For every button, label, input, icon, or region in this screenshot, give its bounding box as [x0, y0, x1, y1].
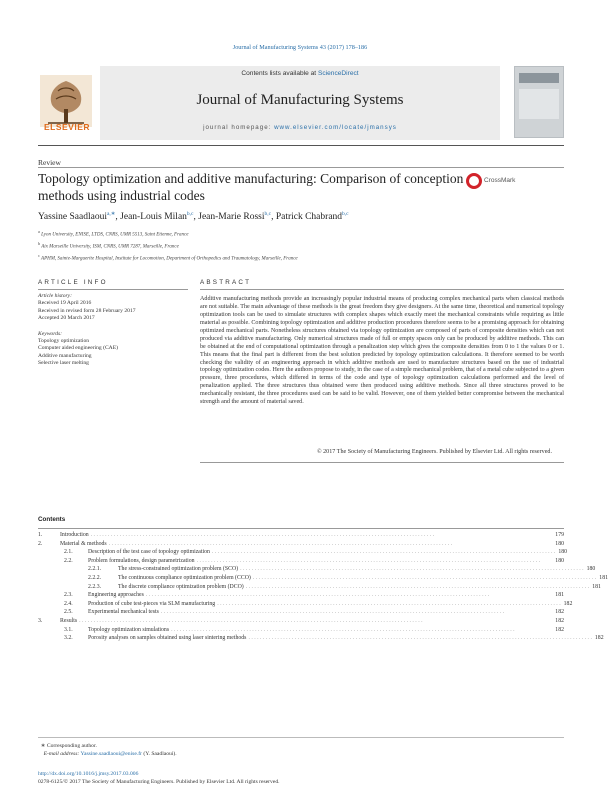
toc-page-number: 180: [586, 566, 596, 573]
toc-leader-dots: . . . . . . . . . . . . . . . . . . . . . . . . . . . . . . . . . . . . . . . . . . . . . . . . . . . . . . . . . . . . . . . . . . . . . . . . . . . . . . . . . . . . . . . . . . . . . . . . . . . . . . . . . . . . . . . . . . . . . . .: [145, 592, 490, 599]
toc-number: 2.2.: [64, 557, 73, 564]
toc-page-number: 180: [558, 549, 568, 556]
toc-leader-dots: . . . . . . . . . . . . . . . . . . . . . . . . . . . . . . . . . . . . . . . . . . . . . . . . . . . . . . . . . . . . . . . . . . . . . . . . . . . . . . . . . . . . . . . . . . . . . . . . . . . . . . . . . . . . . . . . . . . . . . .: [108, 540, 453, 547]
affiliation: [38, 252, 564, 264]
toc-number: 3.: [38, 617, 43, 624]
toc-leader-dots: . . . . . . . . . . . . . . . . . . . . . . . . . . . . . . . . . . . . . . . . . . . . . . . . . . . . . . . . . . . . . . . . . . . . . . . . . . . . . . . . . . . . . . . . . . . . . . . . . . . . . . . . . . . . . . . . . . . . . . .: [245, 583, 590, 590]
author-list: Yassine Saadlaoui$^{a,∗}$, Jean-Louis Milan$^{b,c}$, Jean-Marie Rossi$^{b,c}$, Patrick Chabrand$^{b,c}$: [38, 211, 349, 223]
toc-leader-dots: . . . . . . . . . . . . . . . . . . . . . . . . . . . . . . . . . . . . . . . . . . . . . . . . . . . . . . . . . . . . . . . . . . . . . . . . . . . . . . . . . . . . . . . . . . . . . . . . . . . . . . . . . . . . . . . . . . . . . . .: [171, 626, 515, 633]
toc-label: The discrete compliance optimization problem (DCO): [118, 583, 244, 590]
toc-number: 2.: [38, 540, 43, 547]
toc-label: Experimental mechanical tests: [88, 609, 159, 616]
journal-masthead: [38, 66, 564, 146]
author-affil-mark[interactable]: b,c: [264, 211, 272, 217]
corresponding-author-note: [38, 742, 564, 750]
toc-entry[interactable]: [38, 540, 564, 549]
keyword: Topology optimization: [38, 338, 90, 345]
footnote-mark: ∗: [40, 743, 46, 749]
article-history: [38, 293, 188, 323]
cover-band: [519, 73, 559, 83]
toc-entry[interactable]: [38, 548, 568, 557]
issn-line: 0278-6125/© 2017 The Society of Manufacturing Engineers. Published by Elsevier Ltd. All rights reserved.: [38, 779, 280, 785]
divider: [38, 289, 188, 290]
toc-leader-dots: . . . . . . . . . . . . . . . . . . . . . . . . . . . . . . . . . . . . . . . . . . . . . . . . . . . . . . . . . . . . . . . . . . . . . . . . . . . . . . . . . . . . . . . . . . . . . . . . . . . . . . . . . . . . . . . . . . . . . . .: [248, 635, 592, 642]
toc-number: 2.1.: [64, 549, 73, 556]
toc-entry[interactable]: [38, 634, 604, 643]
affiliation-text: APHM, Sainte-Marguerite Hospital, Institute for Locomotion, Department of Orthopedics and Traumatology, Marseille, France: [41, 256, 298, 262]
toc-number: 2.2.3.: [88, 583, 102, 590]
toc-page-number: 182: [594, 635, 604, 642]
article-type: Review: [38, 158, 61, 167]
toc-label: Porosity analyses on samples obtained using laser sintering methods: [88, 635, 247, 642]
author-affil-mark[interactable]: b,c: [342, 211, 349, 217]
divider: [200, 289, 564, 290]
toc-page-number: 182: [563, 600, 573, 607]
author-name: Patrick Chabrand: [275, 212, 343, 223]
email-suffix: (Y. Saadlaoui).: [143, 751, 177, 757]
homepage-prefix: journal homepage:: [203, 124, 275, 131]
toc-number: 2.3.: [64, 592, 73, 599]
toc-leader-dots: . . . . . . . . . . . . . . . . . . . . . . . . . . . . . . . . . . . . . . . . . . . . . . . . . . . . . . . . . . . . . . . . . . . . . . . . . . . . . . . . . . . . . . . . . . . . . . . . . . . . . . . . . . . . . . . . . . . . . . .: [160, 609, 505, 616]
toc-page-number: 182: [555, 609, 564, 616]
toc-number: 3.2.: [64, 635, 73, 642]
crossmark-label: CrossMark: [484, 177, 516, 184]
toc-entry[interactable]: [38, 565, 596, 574]
divider: [38, 737, 564, 738]
toc-label: Problem formulations, design parametrization: [88, 557, 195, 564]
toc-page-number: 180: [555, 557, 564, 564]
keywords-label: Keywords:: [38, 330, 63, 337]
toc-number: 2.4.: [64, 600, 73, 607]
toc-label: Topology optimization simulations: [88, 626, 170, 633]
history-label: Article history:: [38, 293, 73, 299]
toc-label: Description of the test case of topology optimization: [88, 549, 210, 556]
abstract-text: Additive manufacturing methods provide an increasingly popular industrial means of producing complex mechanical parts when classical methods are not suitable. The main advantage of these methods is the great freedom they give designers. At the same time, theoretical and numerical topology optimization tools can be used to simulate structures with complex shapes which exactly meet the mechanical constraints while requiring as little material as possible. Combining topology optimization and additive production procedures therefore seems to be a promising approach for obtaining optimized mechanical parts. Nonetheless structures obtained via topology optimization are composed of parts of composite densities which can not produced via additive manufacturing. Only numerical structures made of full or empty spaces only can be produced by additive methods. This can be obtained at the end of computational optimization through a penalization step which gives the composite densities from 0 to 1 the values 0 or 1. This means that the final part is different from the best solution predicted by topology optimization calculations. It therefore seemed to be worth checking the validity of an engineering approach in which additive methods are used to manufacture structures based on the use of industrial topology optimization codes. Here the authors propose to study, in the case of a simple mechanical problem, that of a metal cube subjected to a given pressure, three procedures, which differed in terms of the code and type of topology optimization calculations performed and the level of penalization applied. The three structures thus obtained were then produced using additive methods. Since all three structures proved to be mechanically resistant, the three procedures used can be said to be valid. However, one of them yielded better compromise between the mechanical strength and the amount of material saved.: [200, 296, 564, 406]
toc-page-number: 182: [555, 626, 564, 633]
affiliation-mark: b: [38, 241, 41, 247]
crossmark-icon: [466, 173, 482, 189]
history-entry: Accepted 20 March 2017: [38, 315, 95, 322]
journal-homepage-line: [100, 124, 500, 131]
toc-entry[interactable]: [38, 626, 564, 635]
keyword: Additive manufacturing: [38, 352, 92, 359]
toc-label: Engineering approaches: [88, 592, 144, 599]
keywords: [38, 331, 188, 368]
author-name: Jean-Louis Milan: [120, 212, 187, 223]
toc-leader-dots: . . . . . . . . . . . . . . . . . . . . . . . . . . . . . . . . . . . . . . . . . . . . . . . . . . . . . . . . . . . . . . . . . . . . . . . . . . . . . . . . . . . . . . . . . . . . . . . . . . . . . . . . . . . . . . . . . . . . . . .: [217, 600, 561, 607]
toc-entry[interactable]: [38, 583, 601, 592]
contents-prefix: Contents lists available at: [241, 70, 318, 77]
footnote-text: Corresponding author.: [46, 743, 97, 749]
divider: [200, 462, 564, 463]
toc-entry[interactable]: [38, 557, 564, 566]
toc-number: 2.2.1.: [88, 566, 102, 573]
affiliation: [38, 228, 564, 240]
footnotes: [38, 742, 564, 758]
toc-page-number: 181: [592, 583, 601, 590]
contents-section: [38, 516, 608, 643]
crossmark-badge[interactable]: [466, 172, 524, 192]
article-title: Topology optimization and additive manufacturing: Comparison of conception methods using industrial codes: [38, 171, 464, 203]
article-info: [38, 293, 188, 368]
table-of-contents: [38, 531, 608, 643]
toc-page-number: 181: [555, 592, 564, 599]
toc-page-number: 182: [555, 617, 564, 624]
toc-label: The continuous compliance optimization problem (CCO): [118, 574, 251, 581]
toc-entry[interactable]: [38, 531, 564, 540]
running-head[interactable]: Journal of Manufacturing Systems 43 (2017) 178–186: [232, 44, 368, 51]
toc-entry[interactable]: [38, 600, 573, 609]
email-link[interactable]: Yassine.saadlaoui@enise.fr: [80, 751, 142, 757]
toc-entry[interactable]: [38, 617, 564, 626]
toc-leader-dots: . . . . . . . . . . . . . . . . . . . . . . . . . . . . . . . . . . . . . . . . . . . . . . . . . . . . . . . . . . . . . . . . . . . . . . . . . . . . . . . . . . . . . . . . . . . . . . . . . . . . . . . . . . . . . . . . . . . . . . .: [252, 574, 597, 581]
affiliation-mark: a: [38, 229, 40, 234]
toc-entry[interactable]: [38, 591, 564, 600]
toc-label: Production of cube test-pieces via SLM manufacturing: [88, 600, 216, 607]
masthead-banner: [100, 66, 500, 140]
toc-leader-dots: . . . . . . . . . . . . . . . . . . . . . . . . . . . . . . . . . . . . . . . . . . . . . . . . . . . . . . . . . . . . . . . . . . . . . . . . . . . . . . . . . . . . . . . . . . . . . . . . . . . . . . . . . . . . . . . . . . . . . . .: [240, 566, 584, 573]
abstract-heading: ABSTRACT: [200, 279, 252, 286]
email-label: E-mail address:: [43, 751, 80, 757]
keyword: Computer aided engineering (CAE): [38, 345, 118, 352]
affiliations: [38, 228, 564, 264]
toc-leader-dots: . . . . . . . . . . . . . . . . . . . . . . . . . . . . . . . . . . . . . . . . . . . . . . . . . . . . . . . . . . . . . . . . . . . . . . . . . . . . . . . . . . . . . . . . . . . . . . . . . . . . . . . . . . . . . . . . . . . . . . .: [90, 532, 435, 538]
page-footer: [38, 770, 564, 786]
article-info-heading: ARTICLE INFO: [38, 279, 108, 286]
affiliation: [38, 240, 564, 252]
sciencedirect-link[interactable]: ScienceDirect: [317, 70, 359, 77]
journal-title: Journal of Manufacturing Systems: [196, 92, 404, 108]
journal-cover-thumbnail: [514, 66, 564, 138]
keyword: Selective laser melting: [38, 360, 89, 367]
toc-number: 3.1.: [64, 626, 73, 633]
divider: [38, 167, 564, 168]
publisher-name: ELSEVIER: [43, 122, 91, 132]
author-name: Jean-Marie Rossi: [198, 212, 265, 223]
toc-number: 1.: [38, 532, 43, 538]
toc-label: Introduction: [60, 532, 89, 538]
affiliation-mark: c: [38, 253, 40, 259]
toc-number: 2.5.: [64, 609, 73, 616]
author-affil-mark[interactable]: a,∗: [106, 211, 116, 217]
author-affil-mark[interactable]: b,c: [186, 211, 194, 217]
doi-link[interactable]: http://dx.doi.org/10.1016/j.jmsy.2017.03.006: [38, 771, 139, 777]
affiliation-text: Lyon University, ENISE, LTDS, CNRS, UMR 5513, Saint Etienne, France: [41, 232, 189, 238]
history-entry: Received in revised form 28 February 2017: [38, 307, 136, 314]
contents-available-line: [100, 70, 500, 77]
email-note: [38, 750, 564, 758]
toc-entry[interactable]: [38, 574, 608, 583]
toc-page-number: 181: [599, 574, 608, 581]
toc-label: The stress-constrained optimization problem (SCO): [118, 566, 239, 573]
toc-leader-dots: . . . . . . . . . . . . . . . . . . . . . . . . . . . . . . . . . . . . . . . . . . . . . . . . . . . . . . . . . . . . . . . . . . . . . . . . . . . . . . . . . . . . . . . . . . . . . . . . . . . . . . . . . . . . . . . . . . . . . . .: [211, 549, 556, 556]
affiliation-text: Aix Marseille University, ISM, CNRS, UMR 7287, Marseille, France: [41, 244, 179, 250]
toc-label: Material & methods: [60, 540, 107, 547]
toc-page-number: 179: [555, 532, 564, 538]
cover-panel: [519, 89, 559, 119]
homepage-link[interactable]: www.elsevier.com/locate/jmansys: [274, 124, 397, 131]
toc-number: 2.2.2.: [88, 574, 102, 581]
divider: [38, 528, 564, 529]
toc-leader-dots: . . . . . . . . . . . . . . . . . . . . . . . . . . . . . . . . . . . . . . . . . . . . . . . . . . . . . . . . . . . . . . . . . . . . . . . . . . . . . . . . . . . . . . . . . . . . . . . . . . . . . . . . . . . . . . . . . . . . . . .: [196, 557, 541, 564]
toc-leader-dots: . . . . . . . . . . . . . . . . . . . . . . . . . . . . . . . . . . . . . . . . . . . . . . . . . . . . . . . . . . . . . . . . . . . . . . . . . . . . . . . . . . . . . . . . . . . . . . . . . . . . . . . . . . . . . . . . . . . . . . .: [79, 617, 423, 624]
author-name: Yassine Saadlaoui: [38, 212, 107, 223]
toc-page-number: 180: [555, 540, 564, 547]
toc-entry[interactable]: [38, 608, 564, 617]
toc-label: Results: [60, 617, 78, 624]
contents-heading: Contents: [38, 516, 66, 523]
history-entry: Received 19 April 2016: [38, 300, 92, 307]
copyright-line: © 2017 The Society of Manufacturing Engineers. Published by Elsevier Ltd. All rights reserved.: [316, 449, 552, 455]
